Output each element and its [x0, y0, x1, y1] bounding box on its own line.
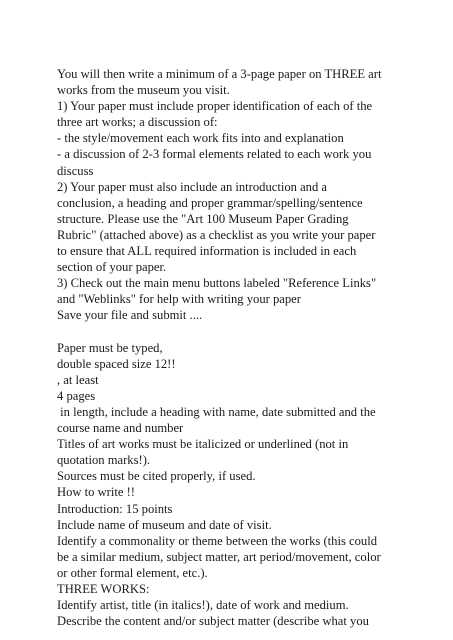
text-line: to ensure that ALL required information is included in each	[57, 244, 357, 259]
text-line: quotation marks!).	[57, 453, 151, 468]
document-body	[57, 66, 447, 629]
text-line: and "Weblinks" for help with writing your paper	[57, 292, 301, 307]
text-line: - a discussion of 2-3 formal elements related to each work you	[57, 147, 372, 162]
text-line: 2) Your paper must also include an introduction and a	[57, 179, 328, 194]
text-line: How to write !!	[57, 485, 135, 500]
text-line: Rubric" (attached above) as a checklist as you write your paper	[57, 227, 376, 242]
text-line: Describe the content and/or subject matter (describe what you	[57, 614, 369, 629]
text-line: three art works; a discussion of:	[57, 115, 218, 130]
text-line: works from the museum you visit.	[57, 83, 230, 98]
text-line: Sources must be cited properly, if used.	[57, 469, 256, 484]
text-line: , at least	[57, 372, 99, 387]
text-line: - the style/movement each work fits into and explanation	[57, 131, 344, 146]
text-line: structure. Please use the "Art 100 Museum Paper Grading	[57, 211, 349, 226]
text-line: 4 pages	[57, 388, 96, 403]
text-line: or other formal element, etc.).	[57, 565, 208, 580]
text-line: double spaced size 12!!	[57, 356, 176, 371]
text-line: Introduction: 15 points	[57, 501, 173, 516]
text-line: You will then write a minimum of a 3-page paper on THREE art	[57, 67, 382, 81]
text-line: conclusion, a heading and proper grammar/spelling/sentence	[57, 195, 363, 210]
text-line: Identify a commonality or theme between the works (this could	[57, 533, 378, 548]
text-line: Include name of museum and date of visit.	[57, 517, 272, 532]
text-line: discuss	[57, 163, 94, 178]
text-line: in length, include a heading with name, date submitted and the	[57, 404, 376, 419]
text-line: 1) Your paper must include proper identification of each of the	[57, 99, 373, 114]
text-line: Paper must be typed,	[57, 340, 163, 355]
text-line: 3) Check out the main menu buttons labeled "Reference Links"	[57, 276, 377, 291]
blank-line	[57, 324, 447, 340]
text-line: Identify artist, title (in italics!), date of work and medium.	[57, 598, 349, 613]
text-line: THREE WORKS:	[57, 582, 150, 596]
text-line: Save your file and submit ....	[57, 308, 203, 323]
text-line: Titles of art works must be italicized or underlined (not in	[57, 437, 349, 452]
text-line: section of your paper.	[57, 260, 167, 275]
text-line: course name and number	[57, 421, 184, 436]
text-line: be a similar medium, subject matter, art period/movement, color	[57, 549, 381, 564]
